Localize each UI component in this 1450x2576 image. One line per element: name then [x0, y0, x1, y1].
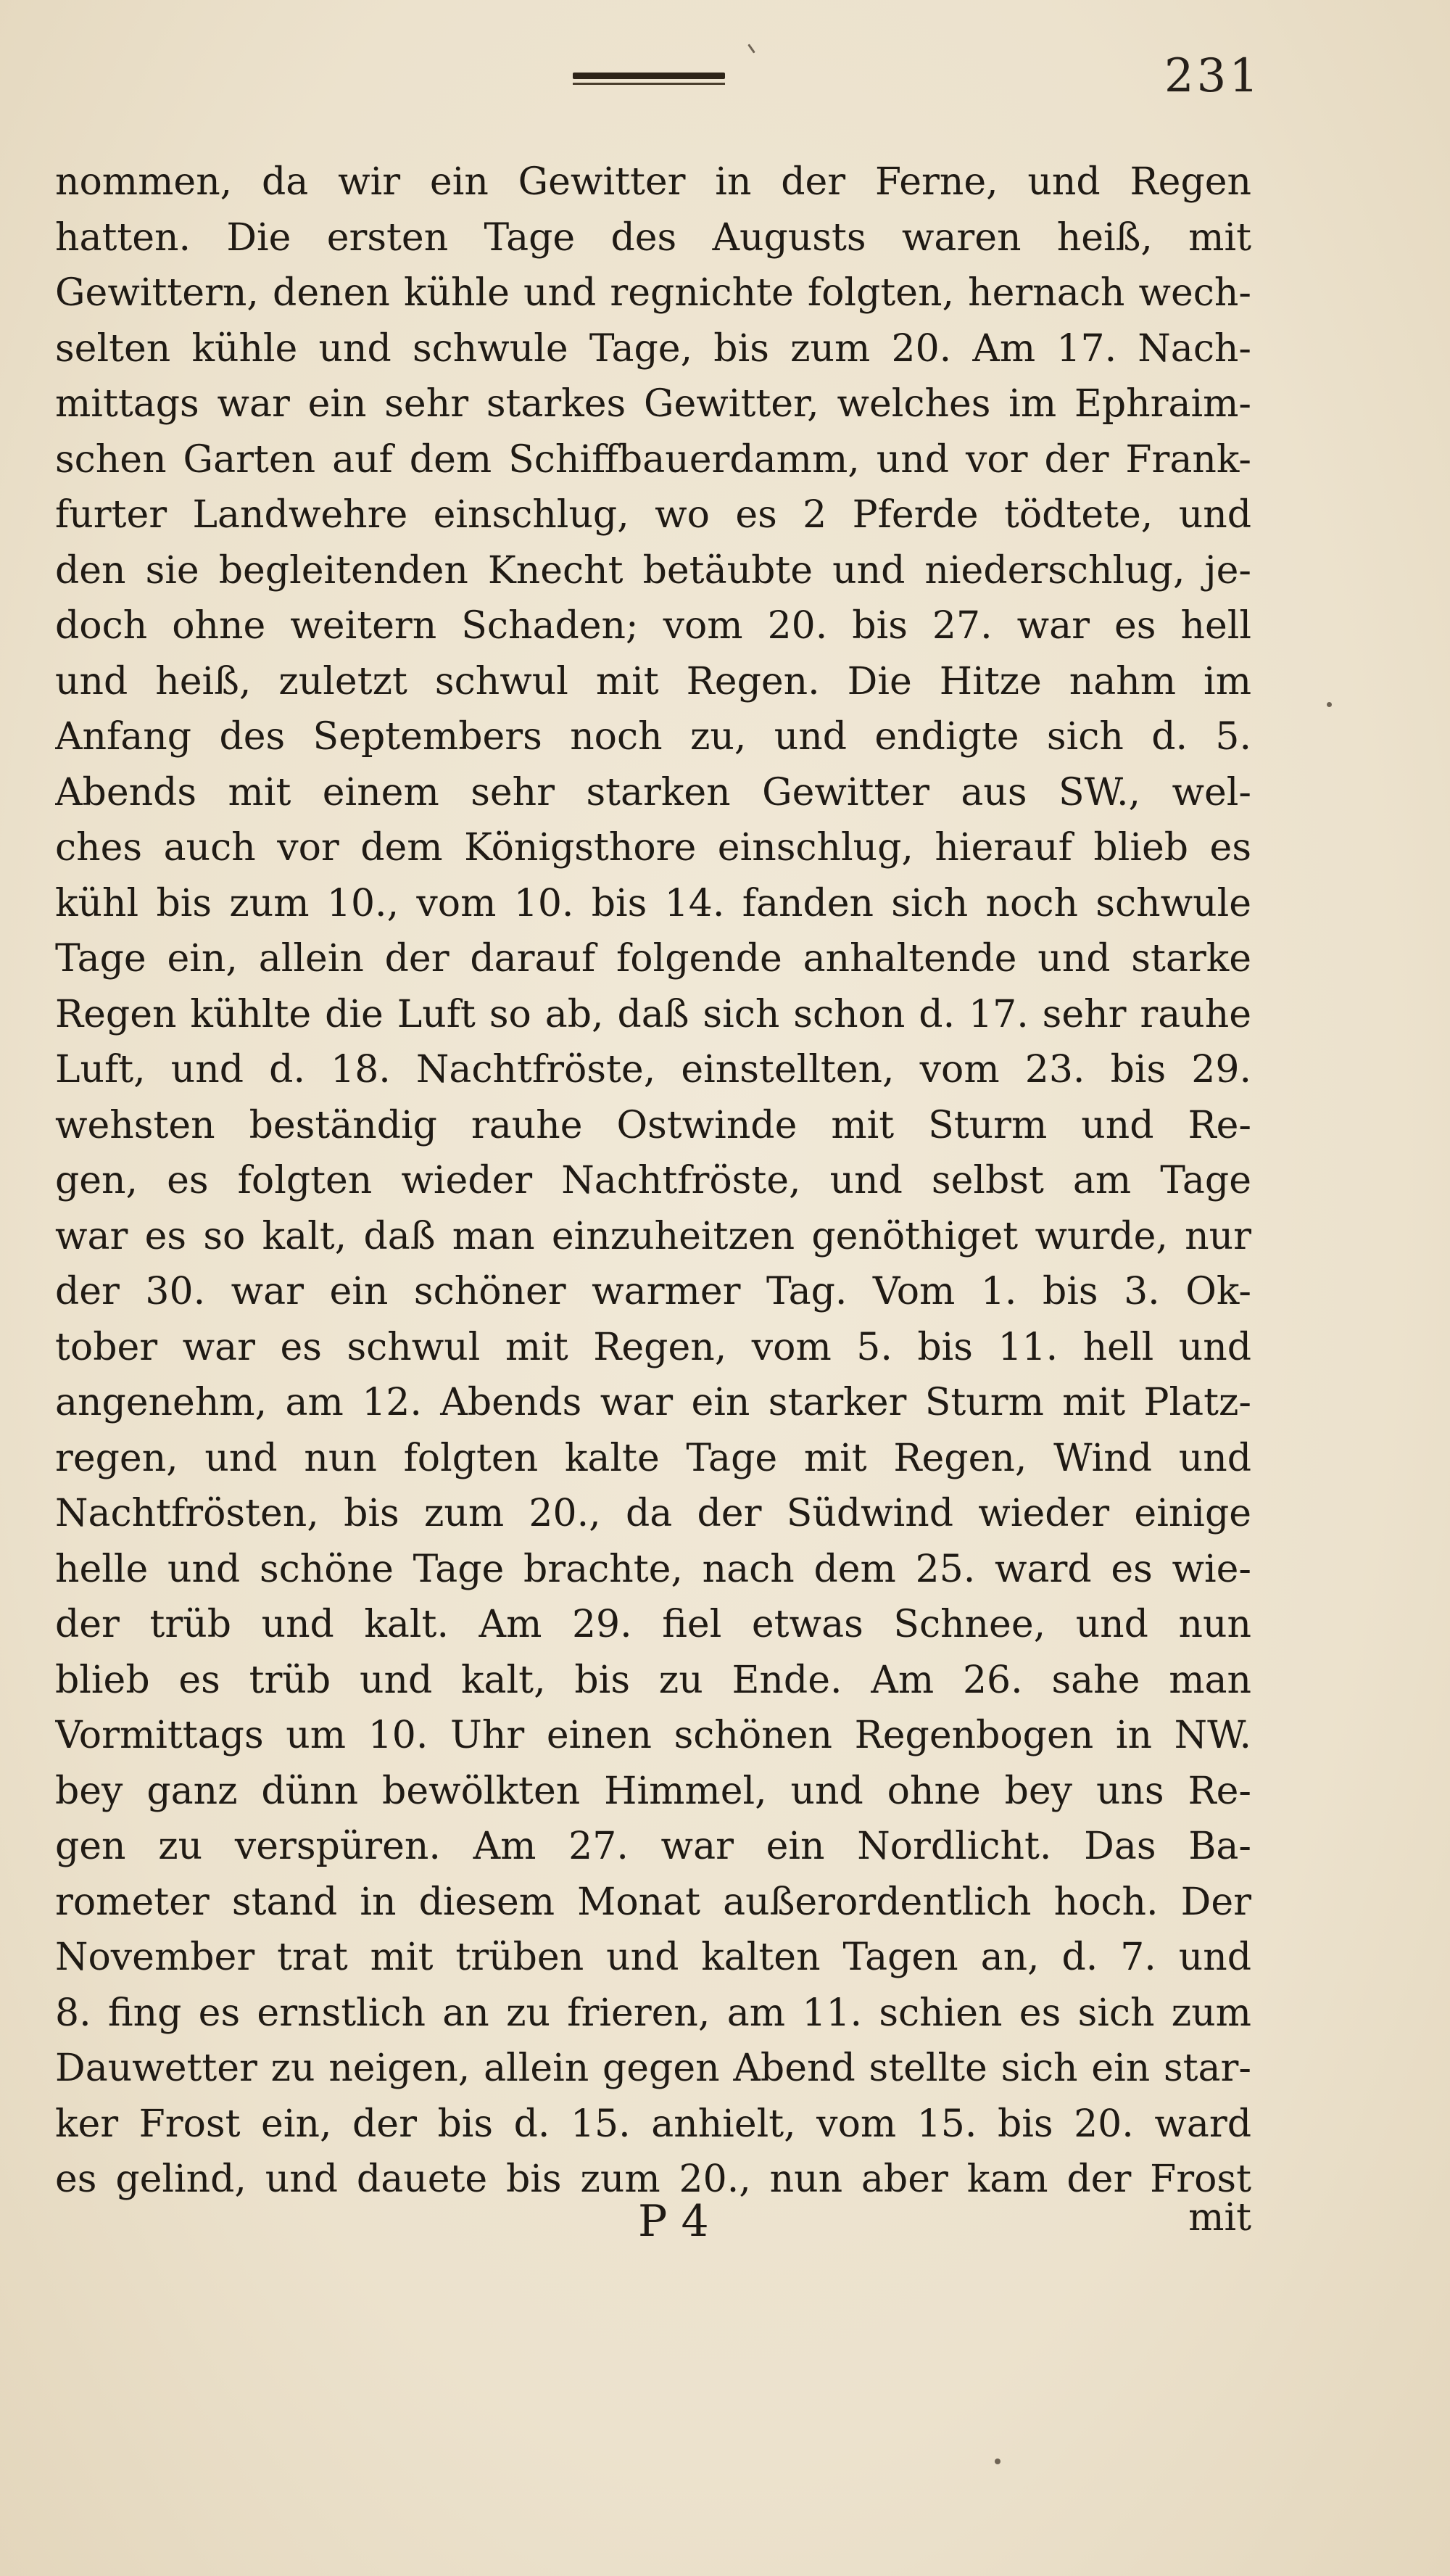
text-line: gen, es folgten wieder Nachtfröste, und selbst am Tage: [55, 1159, 1251, 1202]
text-line: ches auch vor dem Königsthore einschlug, hierauf blieb es: [55, 826, 1251, 870]
text-line: kühl bis zum 10., vom 10. bis 14. fanden sich noch schwule: [55, 881, 1251, 925]
text-line: tober war es schwul mit Regen, vom 5. bis 11. hell und: [55, 1325, 1251, 1369]
text-line: der trüb und kalt. Am 29. fiel etwas Schnee, und nun: [55, 1603, 1251, 1646]
text-line: selten kühle und schwule Tage, bis zum 20. Am 17. Nach-: [55, 326, 1251, 371]
text-line: blieb es trüb und kalt, bis zu Ende. Am 26. sahe man: [55, 1658, 1251, 1702]
text-line: regen, und nun folgten kalte Tage mit Regen, Wind und: [55, 1436, 1251, 1480]
text-line: gen zu verspüren. Am 27. war ein Nordlicht. Das Ba-: [55, 1825, 1251, 1868]
text-line: Gewittern, denen kühle und regnichte folgten, hernach wech-: [55, 271, 1251, 315]
text-line: 8. fing es ernstlich an zu frieren, am 11. schien es sich zum: [55, 1991, 1251, 2035]
text-line: Anfang des Septembers noch zu, und endigte sich d. 5.: [55, 715, 1251, 759]
text-line: es gelind, und dauete bis zum 20., nun aber kam der Frost: [55, 2158, 1251, 2201]
text-line: Tage ein, allein der darauf folgende anhaltende und starke: [55, 937, 1251, 981]
text-line: rometer stand in diesem Monat außerordentlich hoch. Der: [55, 1880, 1251, 1924]
text-line: Regen kühlte die Luft so ab, daß sich schon d. 17. sehr rauhe: [55, 992, 1251, 1036]
text-line: Abends mit einem sehr starken Gewitter aus SW., wel-: [55, 770, 1251, 814]
text-line: angenehm, am 12. Abends war ein starker Sturm mit Platz-: [55, 1381, 1251, 1424]
text-line: helle und schöne Tage brachte, nach dem 25. ward es wie-: [55, 1547, 1251, 1591]
body-text: [55, 154, 1251, 2208]
header-rule: [573, 73, 725, 79]
signature-mark: P 4: [638, 2196, 709, 2247]
paper-speck: [747, 44, 755, 53]
paper-speck: [995, 2459, 1000, 2464]
text-line: Dauwetter zu neigen, allein gegen Abend stellte sich ein star-: [55, 2047, 1251, 2090]
text-line: den sie begleitenden Knecht betäubte und niederschlug, je-: [55, 548, 1251, 593]
text-line: schen Garten auf dem Schiffbauerdamm, und vor der Frank-: [55, 437, 1251, 482]
text-line: und heiß, zuletzt schwul mit Regen. Die Hitze nahm im: [55, 659, 1251, 703]
text-line: mittags war ein sehr starkes Gewitter, welches im Ephraim-: [55, 382, 1251, 426]
paper-speck: [1327, 702, 1332, 707]
text-line: doch ohne weitern Schaden; vom 20. bis 27. war es hell: [55, 604, 1251, 648]
text-line: November trat mit trüben und kalten Tagen an, d. 7. und: [55, 1936, 1251, 1979]
catchword: mit: [1188, 2196, 1251, 2239]
text-line: Nachtfrösten, bis zum 20., da der Südwind wieder einige: [55, 1492, 1251, 1535]
page-number: 231: [1164, 49, 1262, 103]
text-line: der 30. war ein schöner warmer Tag. Vom 1. bis 3. Ok-: [55, 1270, 1251, 1313]
text-line: furter Landwehre einschlug, wo es 2 Pferde tödtete, und: [55, 493, 1251, 537]
text-line: Luft, und d. 18. Nachtfröste, einstellten, vom 23. bis 29.: [55, 1048, 1251, 1091]
text-line: Vormittags um 10. Uhr einen schönen Regenbogen in NW.: [55, 1714, 1251, 1757]
text-line: war es so kalt, daß man einzuheitzen genöthiget wurde, nur: [55, 1214, 1251, 1258]
text-line: wehsten beständig rauhe Ostwinde mit Sturm und Re-: [55, 1103, 1251, 1147]
text-line: ker Frost ein, der bis d. 15. anhielt, vom 15. bis 20. ward: [55, 2102, 1251, 2146]
text-line: nommen, da wir ein Gewitter in der Ferne, und Regen: [55, 160, 1251, 204]
text-line: bey ganz dünn bewölkten Himmel, und ohne bey uns Re-: [55, 1769, 1251, 1813]
text-line: hatten. Die ersten Tage des Augusts waren heiß, mit: [55, 215, 1251, 260]
